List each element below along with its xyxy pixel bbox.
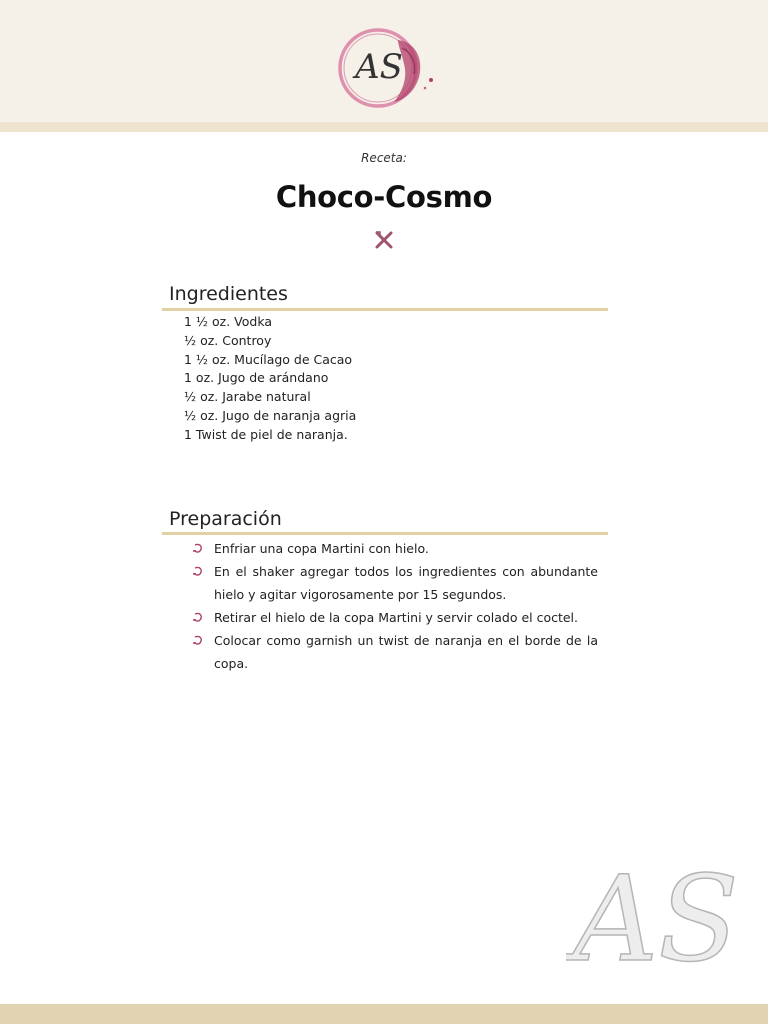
footer-band [0, 1004, 768, 1024]
swirl-bullet-icon [192, 565, 204, 577]
ingredient-item: 1 oz. Jugo de arándano [184, 370, 329, 386]
preparation-steps [192, 537, 598, 675]
step-item [192, 629, 598, 675]
ingredient-item: ½ oz. Jugo de naranja agria [184, 407, 357, 423]
step-text: En el shaker agregar todos los ingredientes con abundante hielo y agitar vigorosamente por 15 segundos. [214, 564, 598, 602]
svg-text:AS: AS [355, 47, 403, 87]
ingredients-rule [162, 308, 608, 311]
svg-text:AS: AS [572, 850, 740, 986]
swirl-bullet-icon [192, 634, 204, 646]
watermark-logo [566, 848, 746, 986]
ingredient-item: ½ oz. Controy [184, 332, 272, 348]
step-text: Colocar como garnish un twist de naranja en el borde de la copa. [214, 633, 598, 671]
step-item [192, 537, 598, 560]
crossed-utensils-icon [373, 229, 395, 251]
ingredient-item: 1 ½ oz. Mucílago de Cacao [184, 351, 353, 367]
preparation-heading: Preparación [169, 508, 282, 530]
preparation-rule [162, 532, 608, 535]
logo-as [332, 22, 438, 118]
ingredients-heading: Ingredientes [169, 283, 288, 305]
recipe-label: Receta: [361, 151, 407, 165]
step-text: Enfriar una copa Martini con hielo. [214, 541, 429, 556]
step-text: Retirar el hielo de la copa Martini y servir colado el coctel. [214, 610, 579, 625]
ingredients-list [184, 313, 356, 445]
ingredient-item: 1 ½ oz. Vodka [184, 314, 273, 329]
swirl-bullet-icon [192, 611, 204, 623]
step-item [192, 560, 598, 606]
ingredient-item: ½ oz. Jarabe natural [184, 389, 311, 405]
step-item [192, 606, 598, 629]
ingredient-item: 1 Twist de piel de naranja. [184, 426, 348, 442]
swirl-bullet-icon [192, 542, 204, 554]
recipe-title: Choco-Cosmo [275, 180, 493, 214]
header-stripe [0, 122, 768, 132]
